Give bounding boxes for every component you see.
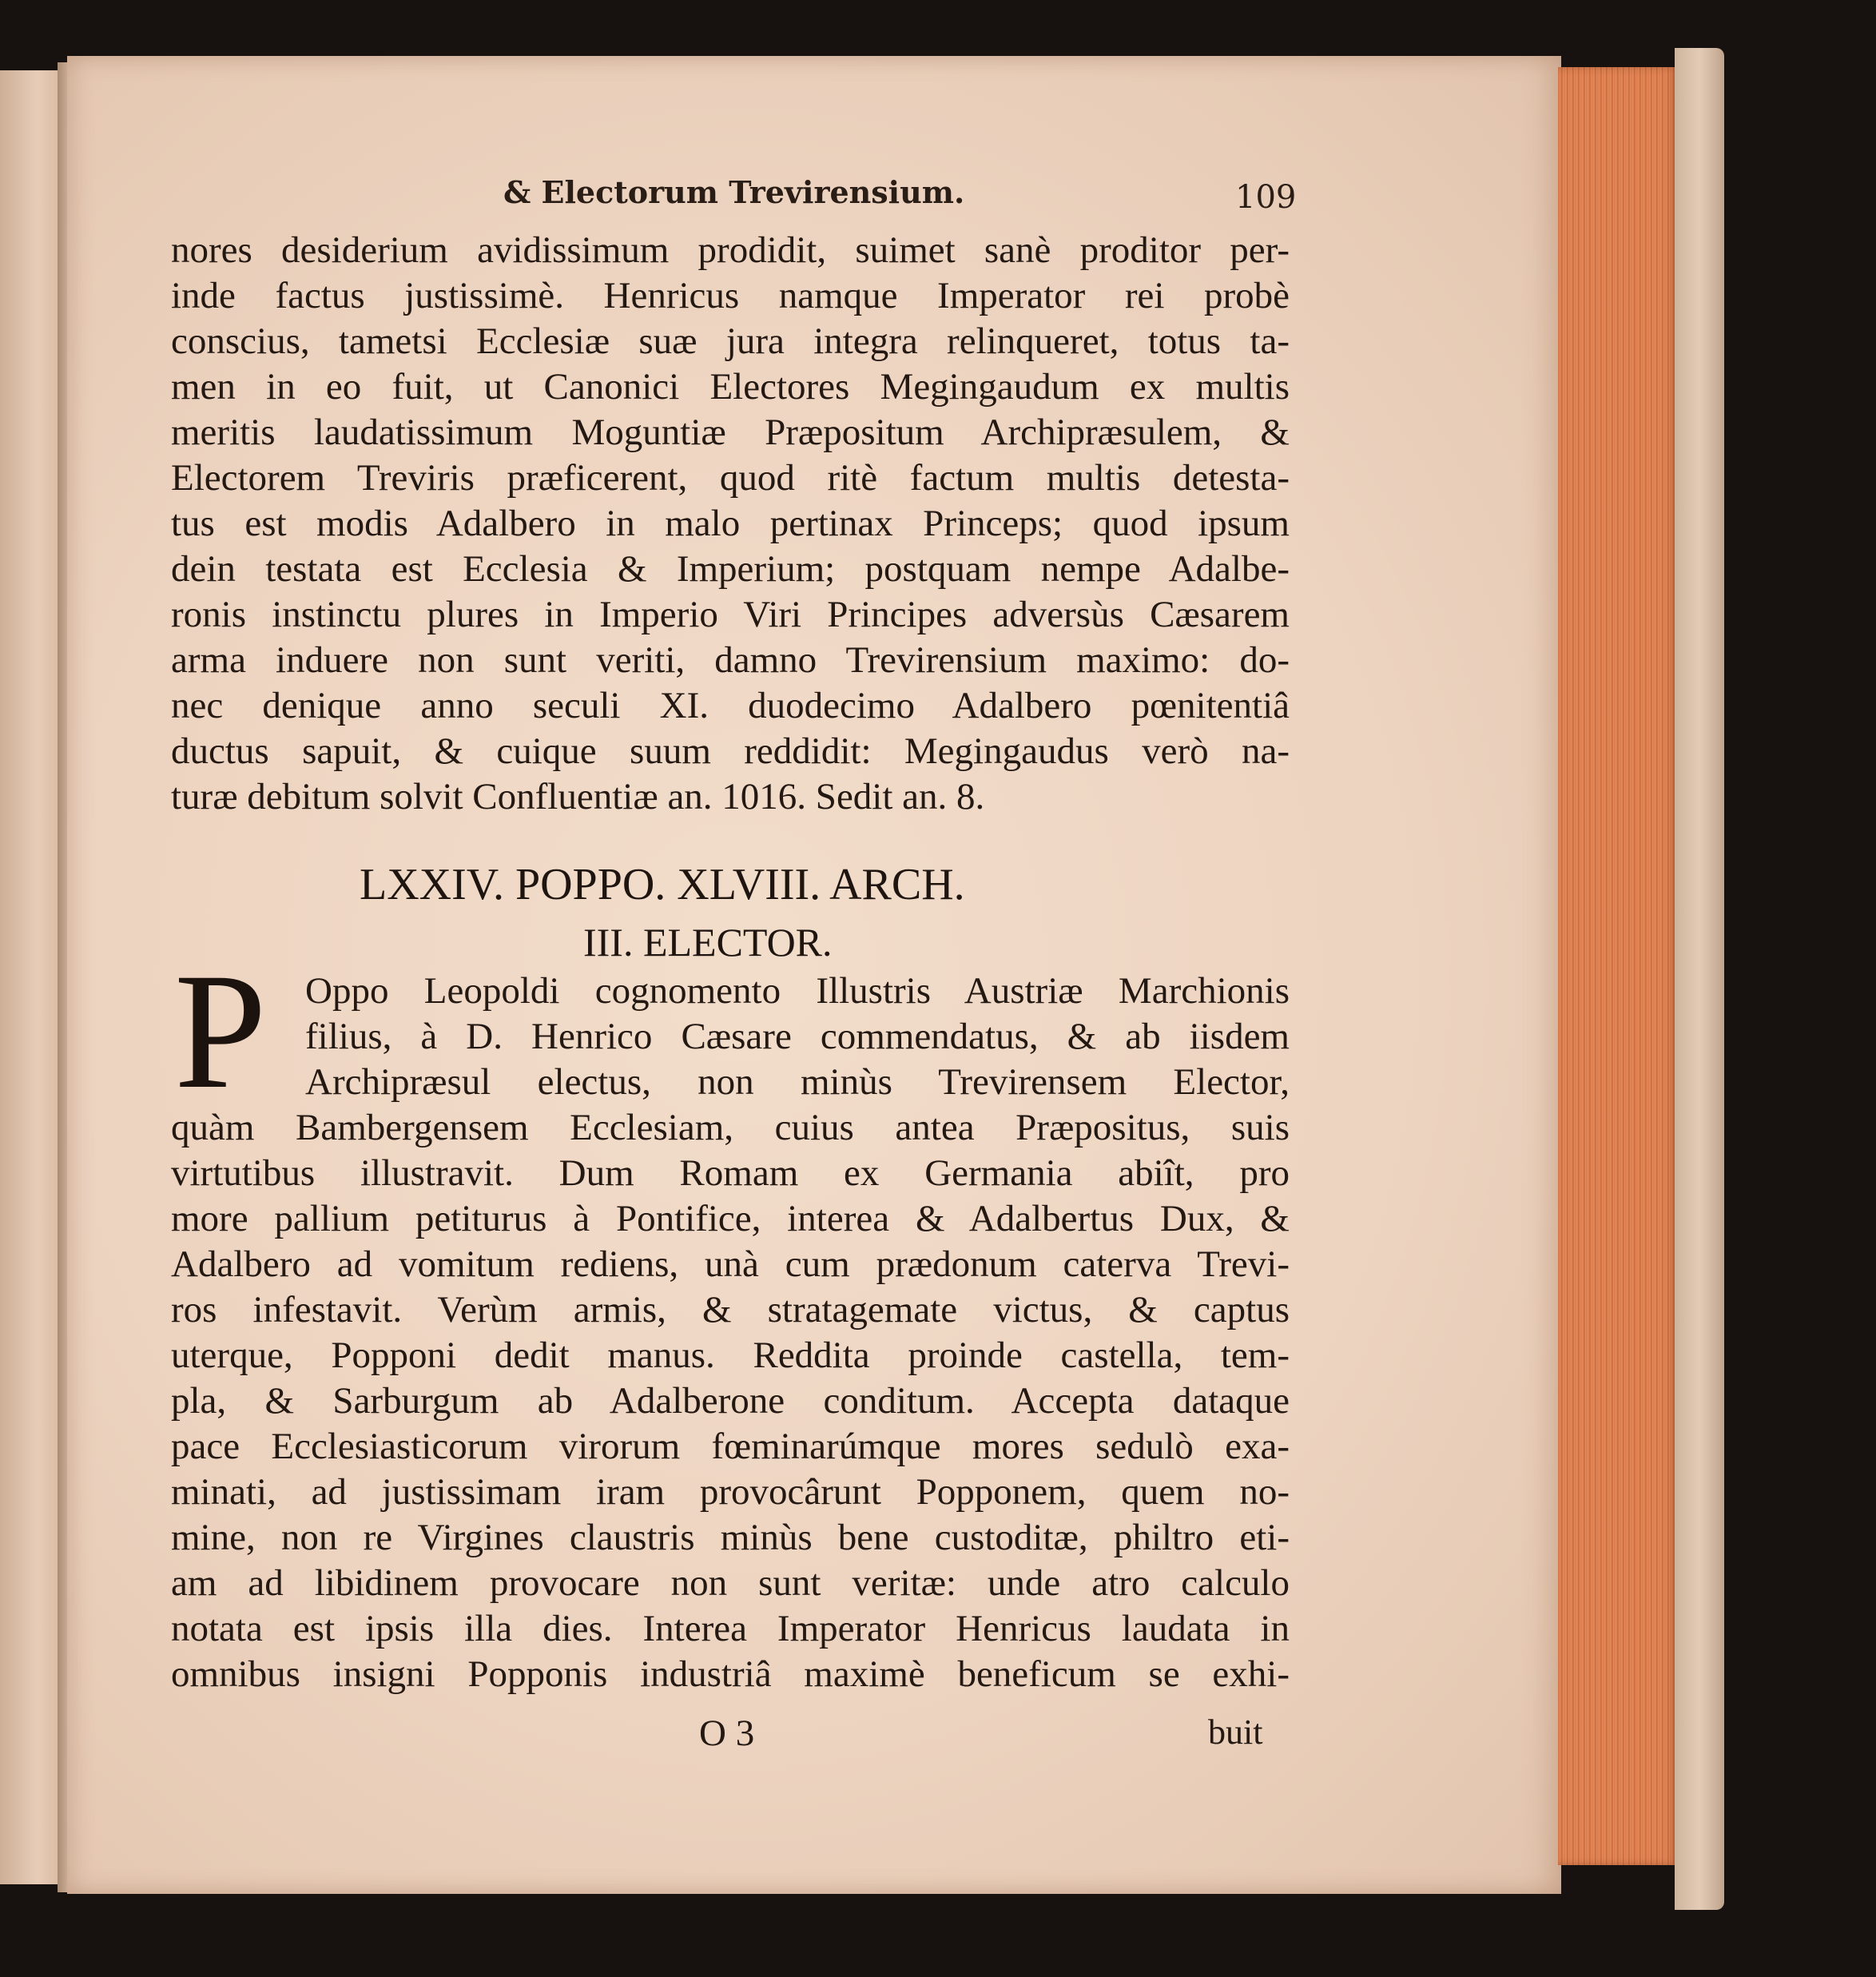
catchword: buit [1208,1712,1263,1752]
text-line: uterque, Popponi dedit manus. Reddita proinde castella, tem- [171,1335,1290,1376]
paragraph-2 [171,1105,1290,1697]
text-line: inde factus justissimè. Henricus namque Imperator rei probè [171,275,1290,316]
cover-edge [1675,48,1724,1910]
text-line: omnibus insigni Popponis industriâ maximè beneficum se exhi- [171,1653,1290,1695]
running-title: & Electorum Trevirensium. [503,174,965,210]
text-line: Oppo Leopoldi cognomento Illustris Austriæ Marchionis [305,970,1290,1012]
text-line: more pallium petiturus à Pontifice, interea & Adalbertus Dux, & [171,1198,1290,1239]
text-line: meritis laudatissimum Moguntiæ Præpositum Archipræsulem, & [171,412,1290,453]
text-line: dein testata est Ecclesia & Imperium; postquam nempe Adalbe- [171,548,1290,590]
text-line: quàm Bambergensem Ecclesiam, cuius antea Præpositus, suis [171,1107,1290,1148]
text-line: ronis instinctu plures in Imperio Viri Principes adversùs Cæsarem [171,594,1290,635]
drop-cap: P [174,939,267,1123]
text-line: ductus sapuit, & cuique suum reddidit: Megingaudus verò na- [171,730,1290,772]
text-line: Adalbero ad vomitum rediens, unà cum prædonum caterva Trevi- [171,1243,1290,1285]
paragraph-2-indented [305,969,1290,1105]
text-line: am ad libidinem provocare non sunt veritæ: unde atro calculo [171,1562,1290,1604]
text-line: ros infestavit. Verùm armis, & stratagemate victus, & captus [171,1289,1290,1331]
paragraph-1 [171,228,1290,820]
text-line: nec denique anno seculi XI. duodecimo Adalbero pœnitentiâ [171,685,1290,726]
text-line: conscius, tametsi Ecclesiæ suæ jura integra relinqueret, totus ta- [171,320,1290,362]
text-line: virtutibus illustravit. Dum Romam ex Germania abiît, pro [171,1152,1290,1194]
text-line: pla, & Sarburgum ab Adalberone conditum. Accepta dataque [171,1380,1290,1422]
text-line: tus est modis Adalbero in malo pertinax Princeps; quod ipsum [171,503,1290,544]
text-line: turæ debitum solvit Confluentiæ an. 1016. Sedit an. 8. [171,776,985,817]
section-heading-subtitle: III. ELECTOR. [583,920,833,965]
text-line: men in eo fuit, ut Canonici Electores Megingaudum ex multis [171,366,1290,408]
text-line: minati, ad justissimam iram provocârunt Popponem, quem no- [171,1471,1290,1513]
left-page-edge [0,70,62,1884]
text-line: arma induere non sunt veriti, damno Trevirensium maximo: do- [171,639,1290,681]
text-line: pace Ecclesiasticorum virorum fœminarúmque mores sedulò exa- [171,1426,1290,1467]
text-line: filius, à D. Henrico Cæsare commendatus, & ab iisdem [305,1016,1290,1057]
text-line: mine, non re Virgines claustris minùs bene custoditæ, philtro eti- [171,1517,1290,1558]
page-number: 109 [1235,179,1297,216]
text-line: notata est ipsis illa dies. Interea Imperator Henricus laudata in [171,1608,1290,1649]
page-fore-edge [1558,67,1678,1865]
text-line: Electorem Treviris præficerent, quod ritè factum multis detesta- [171,457,1290,499]
text-line: nores desiderium avidissimum prodidit, suimet sanè proditor per- [171,229,1290,271]
text-line: Archipræsul electus, non minùs Trevirensem Elector, [305,1061,1290,1103]
signature-mark: O 3 [699,1712,755,1754]
section-heading-title: LXXIV. POPPO. XLVIII. ARCH. [360,860,965,909]
